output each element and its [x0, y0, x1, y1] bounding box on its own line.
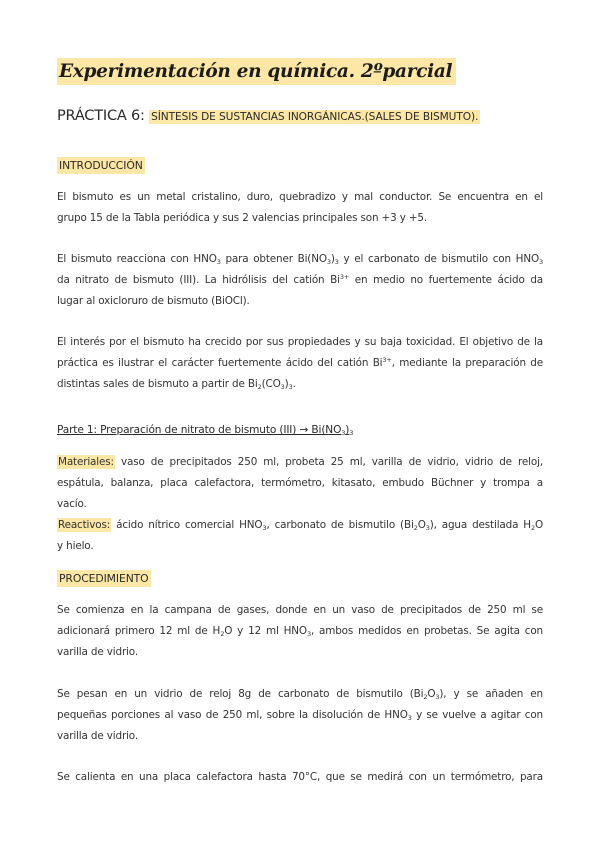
section-heading-introduccion: INTRODUCCIÓN	[59, 159, 143, 172]
materials-label: Materiales:	[58, 456, 114, 468]
text-line: Se comienza en la campana de gases, donde en un vaso de precipitados de 250 ml se	[57, 604, 543, 616]
part-1-heading: Parte 1: Preparación de nitrato de bismuto $(III) \to Bi(NO_3)_3$	[57, 424, 354, 437]
materials-reagents-block	[57, 452, 543, 557]
text-line: y hielo.	[57, 540, 94, 552]
intro-paragraph-2	[57, 249, 543, 312]
text-line: El bismuto reacciona con $HNO_3$ para obtener $Bi(NO_3)_3$ y el carbonato de bismutilo con $HNO_3$	[57, 253, 543, 266]
practice-number: PRÁCTICA 6:	[57, 108, 150, 124]
text-line: da nitrato de bismuto (III). La hidrólisis del catión $Bi^{3+}$ en medio no fuertemente ácido da	[57, 273, 543, 286]
text-line: Reactivos: ácido nítrico comercial $HNO_3$, carbonato de bismutilo $(Bi_2O_3)$, agua destilada $H_2O$	[58, 519, 544, 532]
text-line: varilla de vidrio.	[57, 730, 138, 742]
intro-paragraph-1	[57, 187, 543, 229]
practice-heading	[57, 106, 480, 127]
text-line: Se pesan en un vidrio de reloj 8g de carbonato de bismutilo $(Bi_2O_3)$, y se añaden en	[57, 688, 543, 701]
text-line: lugar al oxicloruro de bismuto (BiOCl).	[57, 295, 250, 307]
section-heading-procedimiento: PROCEDIMIENTO	[59, 572, 149, 585]
procedure-paragraph-1	[57, 600, 543, 663]
text-line: distintas sales de bismuto a partir de $Bi_2(CO_3)_3$.	[57, 378, 296, 391]
text-line: espátula, balanza, placa calefactora, termómetro, kitasato, embudo Büchner y trompa a	[57, 477, 543, 489]
reagents-label: Reactivos:	[58, 519, 111, 531]
text-line: El bismuto es un metal cristalino, duro, quebradizo y mal conductor. Se encuentra en el	[57, 191, 543, 203]
text-line: vacío.	[57, 498, 87, 510]
text-line: Materiales: vaso de precipitados 250 ml, probeta 25 ml, varilla de vidrio, vidrio de reloj,	[58, 456, 543, 468]
text-line: El interés por el bismuto ha crecido por sus propiedades y su baja toxicidad. El objetivo de la	[57, 336, 543, 348]
practice-subtitle: SÍNTESIS DE SUSTANCIAS INORGÁNICAS.(SALES DE BISMUTO).	[151, 111, 479, 123]
text-line: Se calienta en una placa calefactora hasta 70°C, que se medirá con un termómetro, para	[57, 771, 543, 783]
procedure-paragraph-2	[57, 684, 543, 747]
text-line: pequeñas porciones al vaso de 250 ml, sobre la disolución de $HNO_3$ y se vuelve a agitar con	[57, 709, 543, 722]
text-line: varilla de vidrio.	[57, 646, 138, 658]
intro-paragraph-3	[57, 332, 543, 395]
text-line: adicionará primero 12 ml de $H_2O$ y 12 ml $HNO_3$, ambos medidos en probetas. Se agita con	[57, 625, 543, 638]
text-line: práctica es ilustrar el carácter fuertemente ácido del catión $Bi^{3+}$, mediante la preparación de	[57, 356, 543, 369]
procedure-paragraph-3	[57, 767, 543, 788]
text-line: grupo 15 de la Tabla periódica y sus 2 valencias principales son +3 y +5.	[57, 212, 428, 224]
document-title: Experimentación en química. 2ºparcial	[57, 58, 456, 85]
